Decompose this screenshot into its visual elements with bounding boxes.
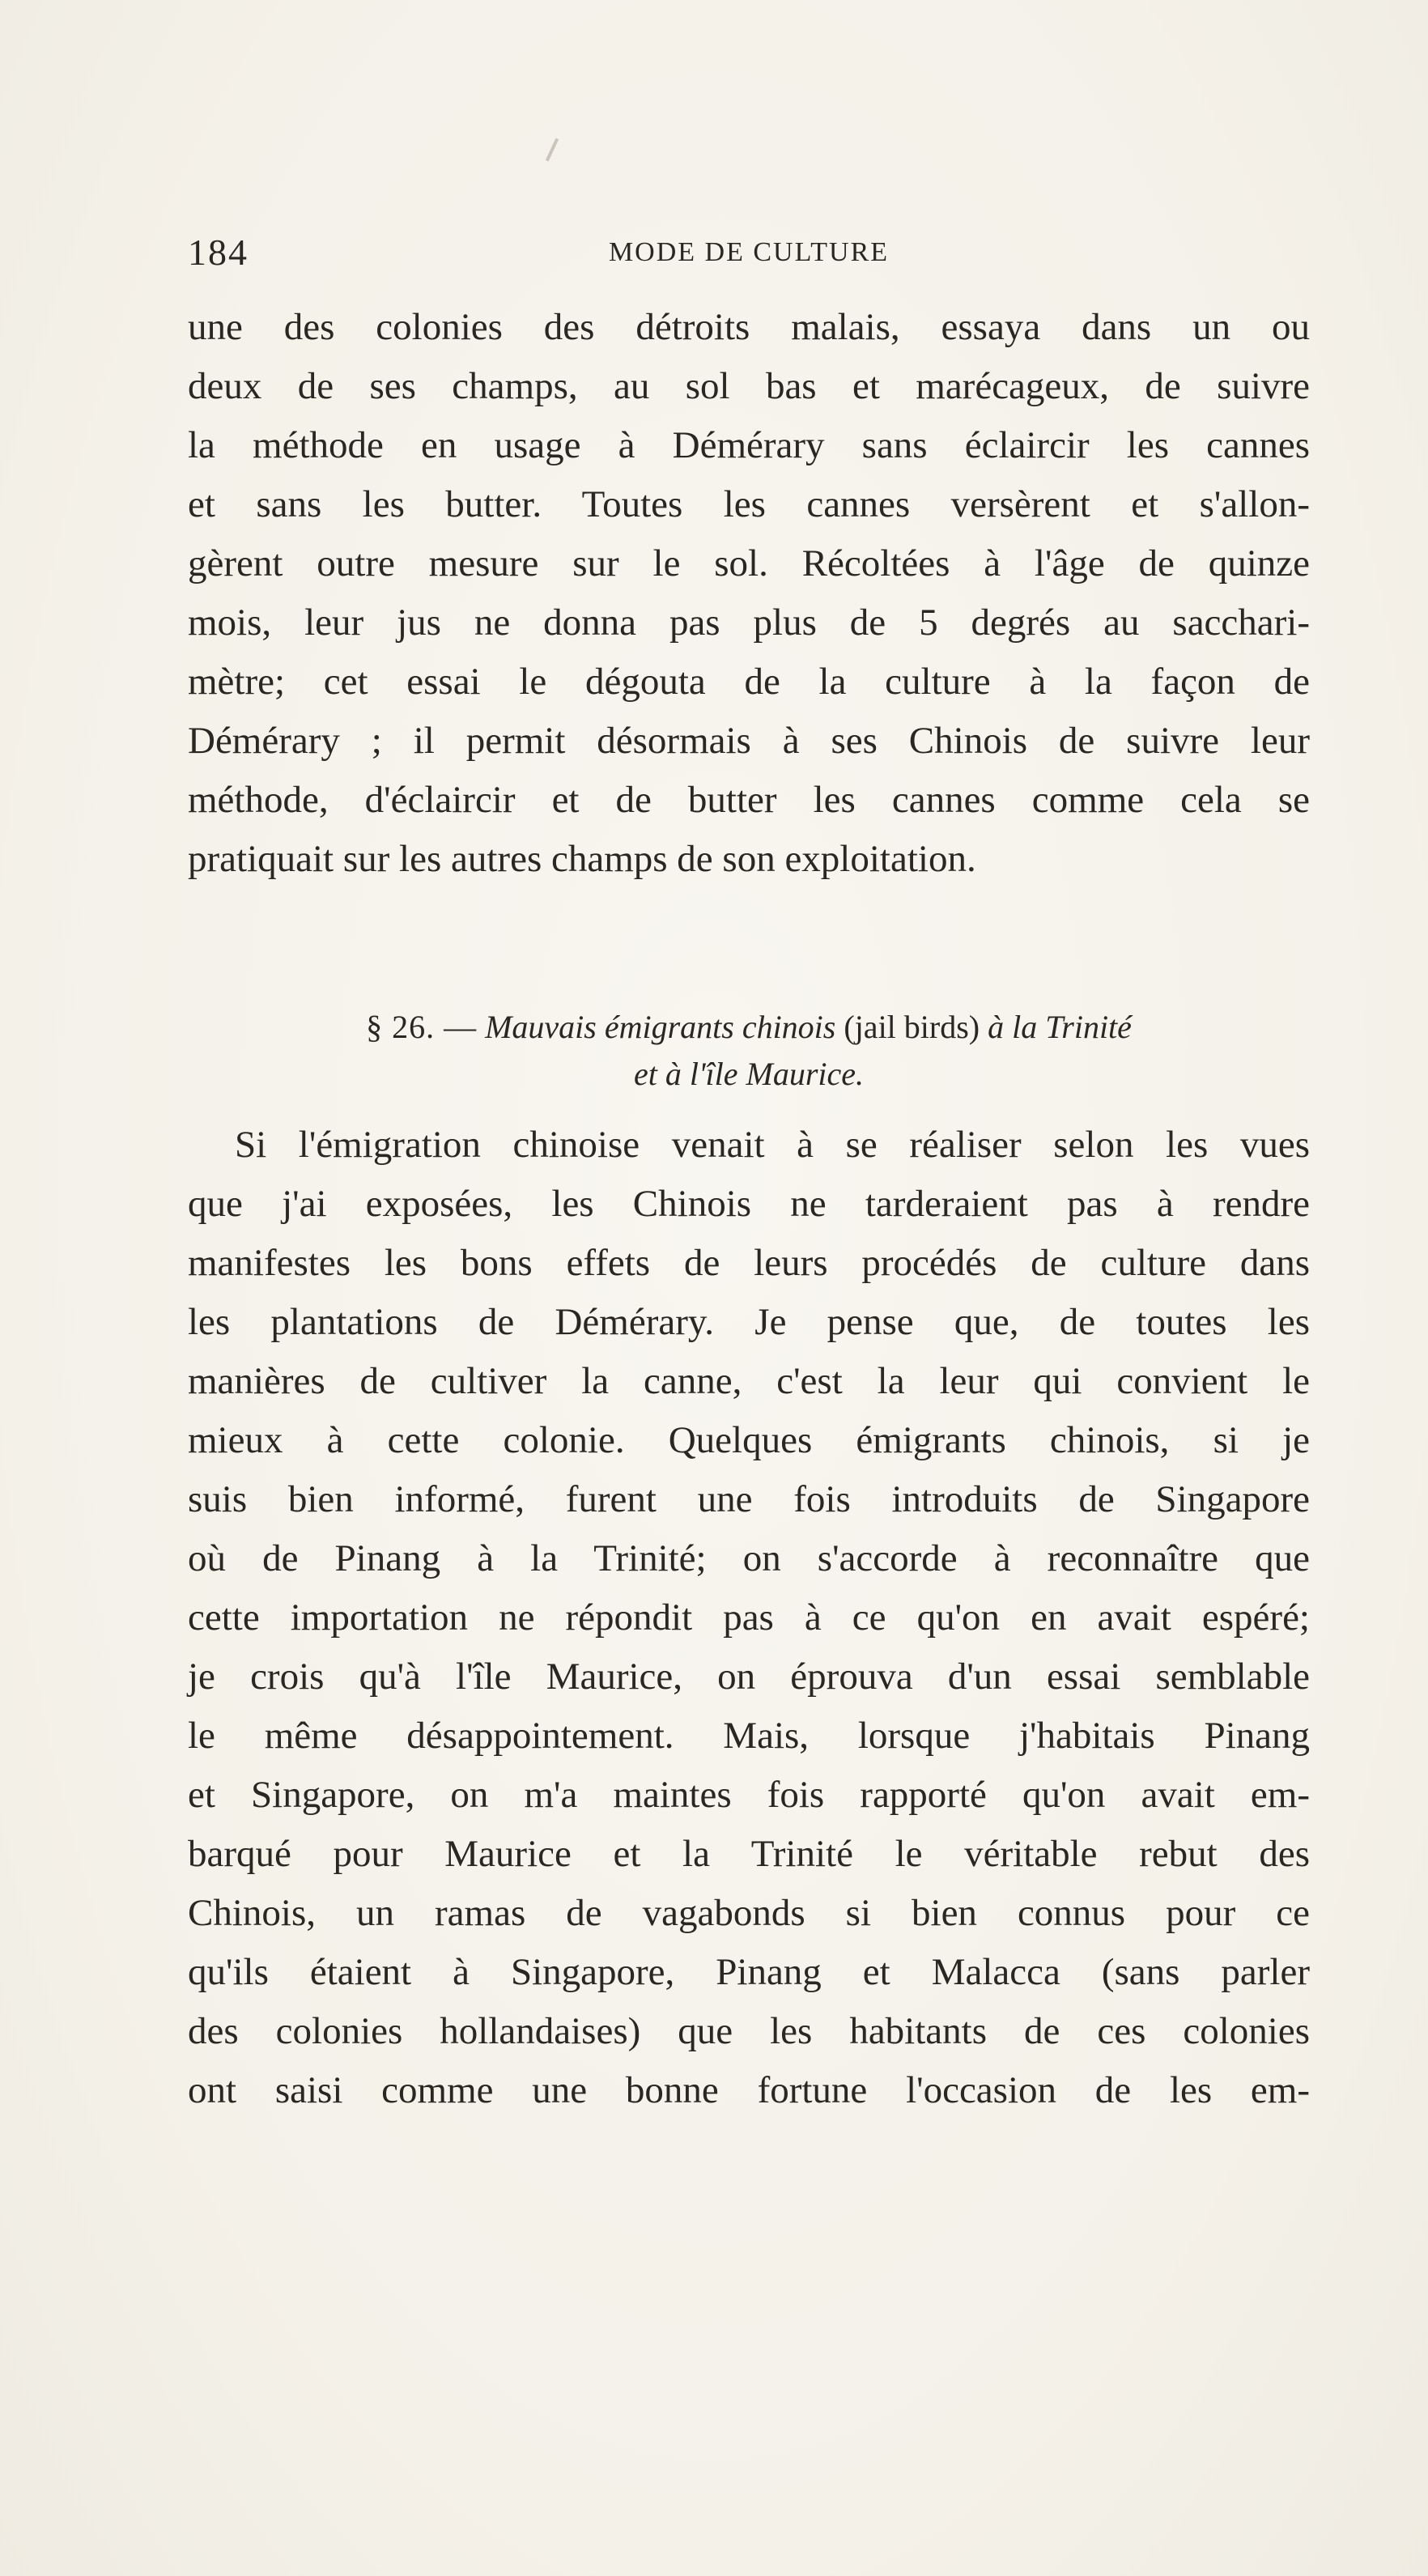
running-head: MODE DE CULTURE [608,237,890,267]
text-line: manières de cultiver la canne, c'est la leur qui convient le [188,1360,1310,1402]
text-line: je crois qu'à l'île Maurice, on éprouva d'un essai semblable [188,1656,1310,1698]
text-line: mieux à cette colonie. Quelques émigrants chinois, si je [188,1419,1310,1461]
text-line: barqué pour Maurice et la Trinité le véritable rebut des [188,1833,1310,1875]
text-line: Démérary ; il permit désormais à ses Chinois de suivre leur [188,720,1310,762]
text-line: gèrent outre mesure sur le sol. Récoltées à l'âge de quinze [188,542,1310,584]
text-line: la méthode en usage à Démérary sans éclaircir les cannes [188,424,1310,466]
section-heading [188,1004,1310,1098]
text-line: une des colonies des détroits malais, essaya dans un ou [188,306,1310,348]
text-line: que j'ai exposées, les Chinois ne tarderaient pas à rendre [188,1183,1310,1225]
text-line: le même désappointement. Mais, lorsque j'habitais Pinang [188,1715,1310,1757]
text-line: qu'ils étaient à Singapore, Pinang et Malacca (sans parler [188,1951,1310,1993]
section-title-roman: (jail birds) [844,1009,980,1045]
page-header [188,231,1310,279]
text-line: et sans les butter. Toutes les cannes versèrent et s'allon- [188,483,1310,525]
text-line: Si l'émigration chinoise venait à se réaliser selon les vues [235,1124,1310,1166]
text-line: ont saisi comme une bonne fortune l'occasion de les em- [188,2069,1310,2111]
section-title-italic-2: à la Trinité [988,1009,1132,1045]
section-heading-line-1 [188,1004,1310,1051]
text-line: mois, leur jus ne donna pas plus de 5 degrés au sacchari- [188,601,1310,644]
text-line: et Singapore, on m'a maintes fois rapporté qu'on avait em- [188,1774,1310,1816]
text-line: pratiquait sur les autres champs de son exploitation. [188,838,976,880]
text-line: manifestes les bons effets de leurs procédés de culture dans [188,1242,1310,1284]
text-line: où de Pinang à la Trinité; on s'accorde à reconnaître que [188,1537,1310,1579]
text-line: les plantations de Démérary. Je pense que, de toutes les [188,1301,1310,1343]
section-heading-line-2: et à l'île Maurice. [633,1056,865,1092]
text-line: deux de ses champs, au sol bas et marécageux, de suivre [188,365,1310,407]
page-number: 184 [188,232,249,273]
text-line: mètre; cet essai le dégouta de la culture à la façon de [188,661,1310,703]
pencil-mark [546,138,559,162]
text-line: cette importation ne répondit pas à ce qu'on en avait espéré; [188,1596,1310,1639]
text-line: des colonies hollandaises) que les habitants de ces colonies [188,2010,1310,2052]
paragraph-1 [188,298,1310,889]
section-number: § 26. — [366,1009,478,1045]
section-title-italic: Mauvais émigrants chinois [485,1009,836,1045]
text-line: suis bien informé, furent une fois introduits de Singapore [188,1478,1310,1520]
paragraph-2 [188,1116,1310,2120]
text-line: méthode, d'éclaircir et de butter les cannes comme cela se [188,779,1310,821]
text-line: Chinois, un ramas de vagabonds si bien connus pour ce [188,1892,1310,1934]
